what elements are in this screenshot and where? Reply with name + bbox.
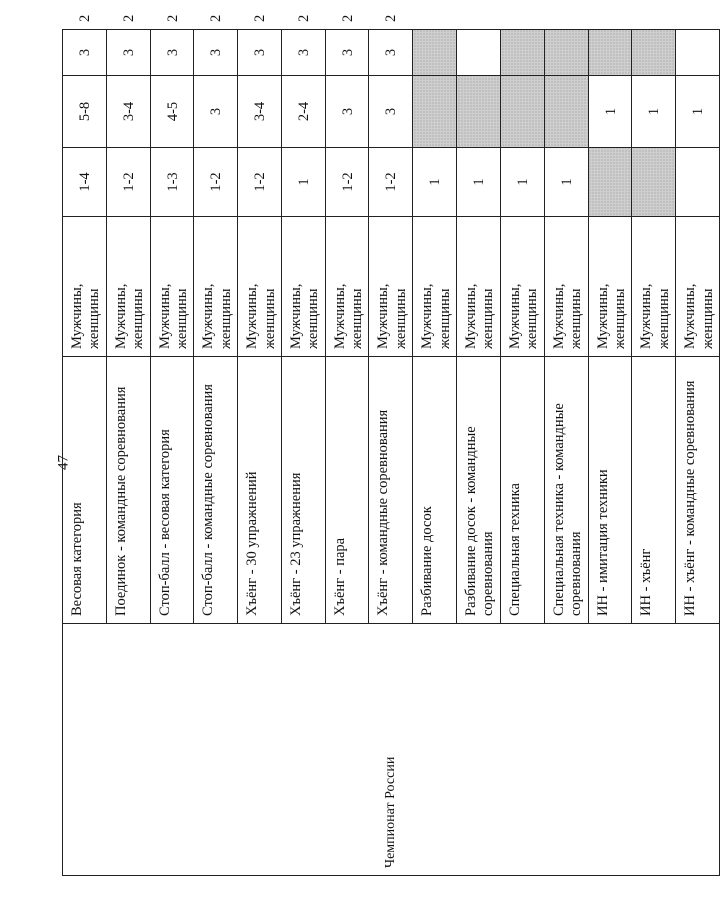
- place-cell: [457, 30, 501, 76]
- place-cell: 1-2: [369, 148, 413, 217]
- gender-cell: Мужчины, женщины: [369, 217, 413, 357]
- page-number: 47: [55, 455, 72, 470]
- event-cell: ИН - имитация техники: [588, 357, 632, 624]
- event-cell: Хъёнг - командные соревнования: [369, 357, 413, 624]
- event-cell: Специальная техника - командные соревнования: [544, 357, 588, 624]
- gender-cell: Мужчины, женщины: [325, 217, 369, 357]
- place-cell: 3: [106, 30, 150, 76]
- place-cell: [544, 76, 588, 148]
- place-cell: 4-5: [150, 76, 194, 148]
- place-cell: 3: [63, 30, 107, 76]
- table-body: [63, 14, 720, 876]
- place-cell: 3: [194, 76, 238, 148]
- place-cell: 1: [501, 148, 545, 217]
- place-cell: 3: [238, 30, 282, 76]
- gender-cell: Мужчины, женщины: [501, 217, 545, 357]
- place-cell: 1: [676, 76, 720, 148]
- place-cell: 1-2: [325, 148, 369, 217]
- event-cell: Разбивание досок: [413, 357, 457, 624]
- gender-cell: Мужчины, женщины: [106, 217, 150, 357]
- event-cell: Поединок - командные соревнования: [106, 357, 150, 624]
- table-row: Стоп-балл - весовая категория Мужчины, женщины 1-3 4-5 3 2: [150, 30, 194, 876]
- gender-cell: Мужчины, женщины: [413, 217, 457, 357]
- gender-cell: Мужчины, женщины: [544, 217, 588, 357]
- gender-cell: Мужчины, женщины: [632, 217, 676, 357]
- gender-cell: Мужчины, женщины: [588, 217, 632, 357]
- event-cell: ИН - хъёнг: [632, 357, 676, 624]
- table-row: Хъёнг - пара Мужчины, женщины 1-2 3 3 2: [325, 30, 369, 876]
- place-cell: 1: [413, 148, 457, 217]
- place-cell: 3: [194, 30, 238, 76]
- place-cell: 1: [588, 76, 632, 148]
- event-cell: Весовая категория: [63, 357, 107, 624]
- event-cell: Хъёнг - 23 упражнения: [281, 357, 325, 624]
- place-cell: 1-2: [238, 148, 282, 217]
- table-row: Хъёнг - 23 упражнения Мужчины, женщины 1 2-4 3 2: [281, 30, 325, 876]
- event-cell: Хъёнг - пара: [325, 357, 369, 624]
- place-cell: [413, 30, 457, 76]
- place-cell: 3: [369, 30, 413, 76]
- place-cell: [501, 30, 545, 76]
- place-cell: 5-8: [63, 76, 107, 148]
- place-cell: [676, 30, 720, 76]
- ranking-table: [62, 14, 720, 876]
- gender-cell: Мужчины, женщины: [238, 217, 282, 357]
- place-cell: [501, 76, 545, 148]
- event-cell: ИН - хъёнг - командные соревнования: [676, 357, 720, 624]
- place-cell: 1-2: [106, 148, 150, 217]
- gender-cell: Мужчины, женщины: [281, 217, 325, 357]
- championship-cell: Чемпионат России: [63, 624, 720, 876]
- place-cell: 3: [281, 30, 325, 76]
- place-cell: [632, 148, 676, 217]
- place-cell: 3: [325, 30, 369, 76]
- table-row: Хъёнг - 30 упражнений Мужчины, женщины 1-2 3-4 3 2: [238, 30, 282, 876]
- gender-cell: Мужчины, женщины: [194, 217, 238, 357]
- gender-cell: Мужчины, женщины: [150, 217, 194, 357]
- gender-cell: Мужчины, женщины: [63, 217, 107, 357]
- place-cell: [413, 76, 457, 148]
- place-cell: 3: [150, 30, 194, 76]
- gender-cell: Мужчины, женщины: [457, 217, 501, 357]
- event-cell: Стоп-балл - весовая категория: [150, 357, 194, 624]
- event-cell: Специальная техника: [501, 357, 545, 624]
- place-cell: 1-3: [150, 148, 194, 217]
- table-row: Поединок - командные соревнования Мужчины, женщины 1-2 3-4 3 2: [106, 30, 150, 876]
- place-cell: [457, 76, 501, 148]
- table-row: Хъёнг - командные соревнования Мужчины, женщины 1-2 3 3 2: [369, 30, 413, 876]
- place-cell: 3-4: [106, 76, 150, 148]
- place-cell: [544, 30, 588, 76]
- place-cell: [632, 30, 676, 76]
- gender-cell: Мужчины, женщины: [676, 217, 720, 357]
- place-cell: [588, 30, 632, 76]
- place-cell: 1: [632, 76, 676, 148]
- place-cell: 3-4: [238, 76, 282, 148]
- rotated-table: [62, 14, 716, 876]
- place-cell: 3: [369, 76, 413, 148]
- place-cell: 1: [281, 148, 325, 217]
- table-row: Стоп-балл - командные соревнования Мужчины, женщины 1-2 3 3 2: [194, 30, 238, 876]
- place-cell: 1: [544, 148, 588, 217]
- place-cell: [676, 148, 720, 217]
- rotated-table-area: [62, 14, 716, 876]
- place-cell: 1-4: [63, 148, 107, 217]
- place-cell: [588, 148, 632, 217]
- place-cell: 2-4: [281, 76, 325, 148]
- place-cell: 1-2: [194, 148, 238, 217]
- event-cell: Разбивание досок - командные соревнования: [457, 357, 501, 624]
- event-cell: Хъёнг - 30 упражнений: [238, 357, 282, 624]
- place-cell: 3: [325, 76, 369, 148]
- table-row: Чемпионат России Весовая категория Мужчины, женщины 1-4 5-8 3 2: [63, 30, 107, 876]
- event-cell: Стоп-балл - командные соревнования: [194, 357, 238, 624]
- place-cell: 1: [457, 148, 501, 217]
